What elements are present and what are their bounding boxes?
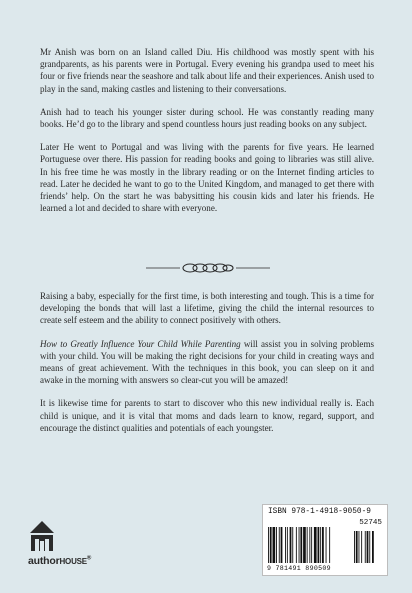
book-title: How to Greatly Influence Your Child While Parenting: [40, 338, 241, 349]
barcode-bar: [300, 527, 302, 563]
barcode-bar: [311, 527, 312, 563]
barcode-bar: [285, 527, 286, 563]
blurb-paragraph-3: It is likewise time for parents to start to discover who this new individual really is. Each child is unique, and it is vital that moms and dads learn to know, regard, support, and encourage the distinct qualities and potentials of each youngster.: [40, 398, 374, 433]
barcode-bars: [268, 527, 382, 565]
ornament-divider-icon: [146, 262, 270, 274]
barcode-addon-bar: [365, 531, 366, 563]
barcode-bar: [299, 527, 300, 563]
barcode-bar: [292, 527, 293, 563]
barcode-bar: [314, 527, 317, 563]
isbn-barcode: [262, 504, 388, 576]
blurb-paragraph-2-text: will assist you in solving problems with your child. You will be making the right decisions for your child in creating ways and means of great achievement. With the techniques in this book, you can sleep on it and awake in the morning with answers so clear-cut you will be amazed!: [40, 338, 374, 386]
barcode-bar: [309, 527, 310, 563]
isbn-label: ISBN 978-1-4918-9050-9: [268, 508, 371, 516]
book-blurb: [40, 290, 374, 445]
barcode-bar: [326, 527, 327, 563]
barcode-addon-bar: [367, 531, 369, 563]
barcode-addon-bar: [356, 531, 358, 563]
barcode-addon-bar: [372, 531, 374, 563]
barcode-bar: [270, 527, 272, 563]
barcode-addon-bar: [361, 531, 362, 563]
publisher-name: authorHOUSE®: [28, 555, 92, 567]
barcode-addon-bar: [359, 531, 360, 563]
barcode-bar: [296, 527, 297, 563]
barcode-bar: [279, 527, 280, 563]
barcode-addon-bar: [354, 531, 355, 563]
bio-paragraph-2: Anish had to teach his younger sister during school. He was constantly reading many books. He’d go to the library and spend countless hours just reading books on any subject.: [40, 106, 374, 130]
barcode-bar: [281, 527, 283, 563]
barcode-bar: [318, 527, 320, 563]
barcode-addon-bar: [369, 531, 370, 563]
price-code: 52745: [359, 519, 382, 527]
blurb-paragraph-1: Raising a baby, especially for the first time, is both interesting and tough. This is a time for developing the bonds that will last a lifetime, giving the child the internal resources to create self esteem and the ability to connect positively with others.: [40, 291, 374, 326]
barcode-bar: [329, 527, 330, 563]
barcode-bar: [268, 527, 269, 563]
barcode-bar: [320, 527, 321, 563]
blurb-paragraph-2: [40, 338, 374, 387]
author-bio: [40, 46, 374, 225]
barcode-bar: [287, 527, 288, 563]
barcode-bar: [276, 527, 277, 563]
barcode-bar: [303, 527, 306, 563]
bio-paragraph-3: Later He went to Portugal and was living with the parents for five years. He learned Portuguese over there. His passion for reading books and going to libraries was still alive. In his free time he was mostly in the library reading or on the Internet finding articles to read. Later he decided he want to go to the United Kingdom, and managed to get there with friends’ help. On the start he was babysitting his cousin kids and later his friends. He learned a lot and decided to share with everyone.: [40, 142, 374, 214]
barcode-bar: [273, 527, 276, 563]
barcode-bar: [290, 527, 292, 563]
bio-paragraph-1: Mr Anish was born on an Island called Diu. His childhood was mostly spent with his grandparents, as his parents were in Portugal. Every evening his grandpa used to meet his four or five friends near the seashore and talk about life and their experiences. Anish used to play in the sand, making castles and listening to their conversations.: [40, 47, 374, 94]
barcode-bar: [307, 527, 308, 563]
barcode-digits: 9 781491 890509: [267, 565, 331, 572]
barcode-bar: [322, 527, 324, 563]
